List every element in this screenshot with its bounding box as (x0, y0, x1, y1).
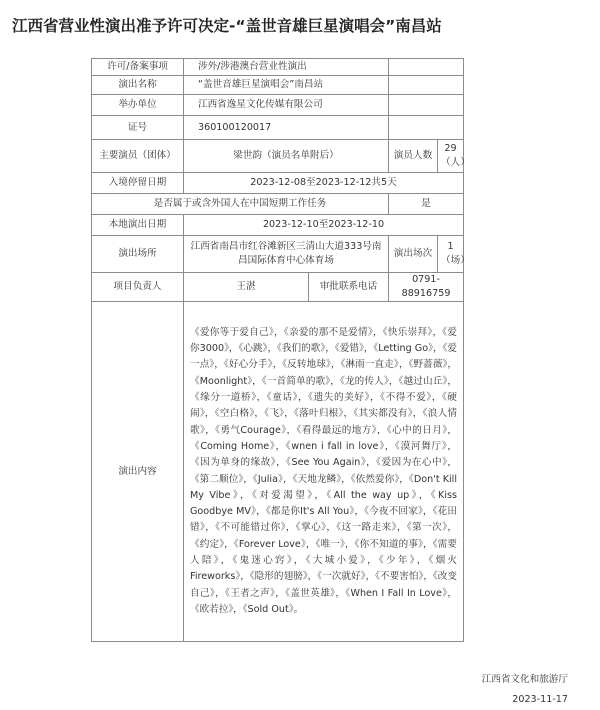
empty-cell (389, 59, 464, 76)
row-local-date (92, 215, 464, 236)
license-item-value: 涉外/涉港澳台营业性演出 (184, 59, 389, 76)
row-organizer (92, 95, 464, 116)
entry-stay-value: 2023-12-08至2023-12-12共5天 (184, 173, 464, 194)
manager-value: 王湛 (184, 273, 309, 302)
local-date-label: 本地演出日期 (92, 215, 184, 236)
organizer-label: 举办单位 (92, 95, 184, 116)
short-term-value: 是 (389, 194, 464, 215)
row-cert-no (92, 116, 464, 140)
performer-count-label: 演员人数 (389, 140, 438, 173)
row-manager (92, 273, 464, 302)
sessions-value: 1（场） (438, 236, 464, 273)
empty-cell (389, 76, 464, 95)
performer-count-value: 29（人） (438, 140, 464, 173)
organizer-value: 江西省逸星文化传媒有限公司 (184, 95, 389, 116)
row-performers (92, 140, 464, 173)
row-venue (92, 236, 464, 273)
performers-label: 主要演员（团体） (92, 140, 184, 173)
empty-cell (389, 116, 464, 140)
local-date-value: 2023-12-10至2023-12-10 (184, 215, 464, 236)
manager-label: 项目负责人 (92, 273, 184, 302)
show-name-label: 演出名称 (92, 76, 184, 95)
short-term-label: 是否属于或含外国人在中国短期工作任务 (92, 194, 389, 215)
row-content (92, 302, 464, 642)
phone-value: 0791-88916759 (389, 273, 464, 302)
page-title: 江西省营业性演出准予许可决定-“盖世音雄巨星演唱会”南昌站 (12, 17, 442, 35)
content-label: 演出内容 (92, 302, 184, 642)
row-license-item (92, 59, 464, 76)
show-name-value: “盖世音雄巨星演唱会”南昌站 (184, 76, 389, 95)
row-show-name (92, 76, 464, 95)
cert-no-value: 360100120017 (184, 116, 389, 140)
row-short-term (92, 194, 464, 215)
cert-no-label: 证号 (92, 116, 184, 140)
license-item-label: 许可/备案事项 (92, 59, 184, 76)
row-entry-stay (92, 173, 464, 194)
content-value: 《爱你等于爱自己》，《亲爱的那不是爱情》，《快乐崇拜》，《爱你3000》，《心跳》，《我们的歌》，《爱错》，《Letting Go》，《爱一点》，《好心分手》，《反转地球》，《淋雨一直走》，《野蔷薇》，《Moonlight》，《一首简单的歌》，《龙的传人》，《越过山丘》，《缘分一道桥》，《童话》，《遗失的美好》，《不得不爱》，《硬闹》，《空白格》，《飞》，《落叶归根》，《其实都没有》，《浪人情歌》，《勇气Courage》，《看得最远的地方》，《心中的日月》，《Coming Home》，《wnen i fall in love》，《漠河舞厅》，《因为单身的缘故》，《See You Again》，《爱因为在心中》，《第二顺位》，《Julia》，《天地龙鳞》，《依然爱你》，《Don't Kill My Vibe》，《对爱渴望》，《All the way up》，《Kiss Goodbye MV》，《都是你It's All You》，《今夜不回家》，《花田错》，《不可能错过你》，《掌心》，《这一路走来》，《第一次》，《约定》，《Forever Love》，《唯一》，《你不知道的事》，《需要人陪》，《鬼迷心窍》，《大城小爱》，《少年》，《烟火 Fireworks》，《隐形的翅膀》，《一次就好》，《不要害怕》，《改变自己》，《王者之声》，《盖世英雄》，《When I Fall In Love》，《欧若拉》，《Sold Out》。 (184, 302, 464, 642)
license-table (91, 58, 470, 642)
venue-value: 江西省南昌市红谷滩新区三清山大道333号南昌国际体育中心体育场 (184, 236, 389, 273)
sessions-label: 演出场次 (389, 236, 438, 273)
issue-date: 2023-11-17 (512, 694, 568, 705)
venue-label: 演出场所 (92, 236, 184, 273)
issuing-authority: 江西省文化和旅游厅 (481, 674, 568, 685)
entry-stay-label: 入境停留日期 (92, 173, 184, 194)
empty-cell (389, 95, 464, 116)
phone-label: 审批联系电话 (309, 273, 389, 302)
performers-value: 梁世韵（演员名单附后） (184, 140, 389, 173)
